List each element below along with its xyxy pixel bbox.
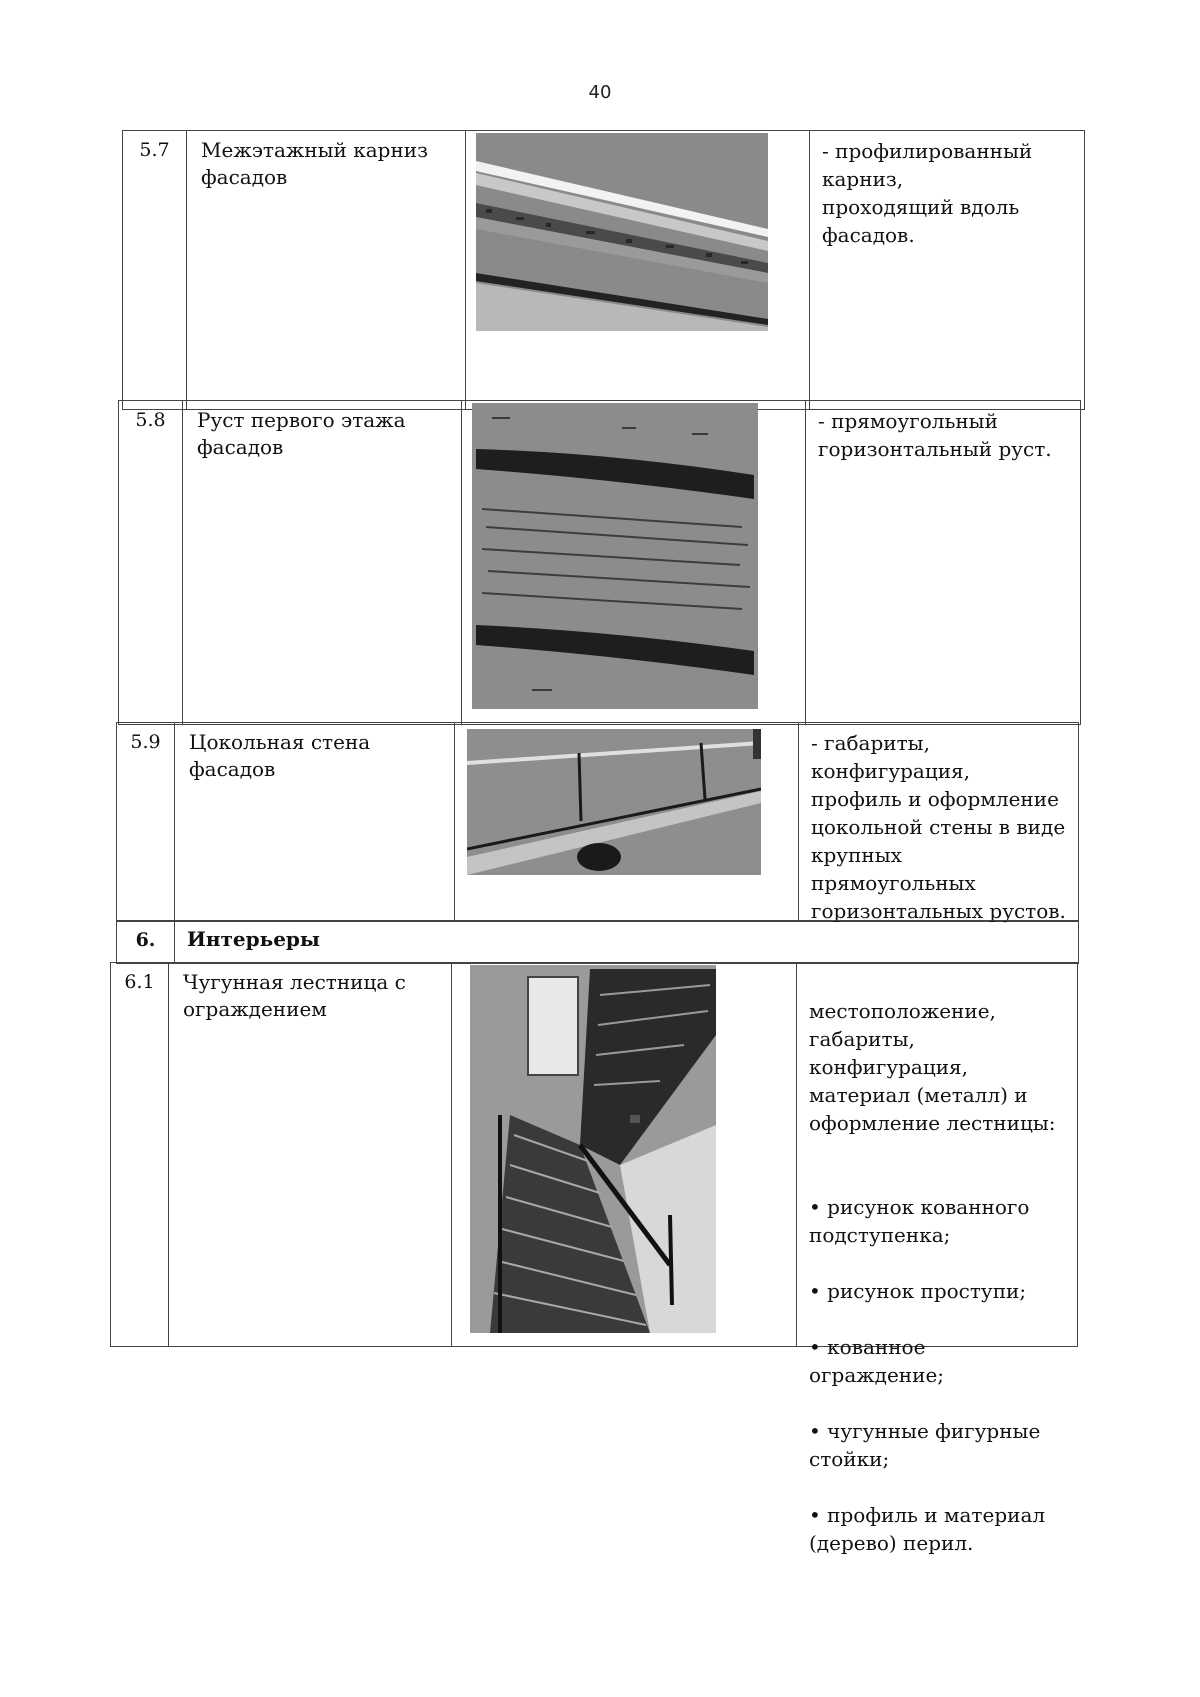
table-row-5-9 (116, 722, 1079, 922)
bullet-item: • рисунок кованного подступенка; (809, 1195, 1030, 1247)
element-description: - профилированный карниз, проходящий вдоль фасадов. (809, 131, 1084, 409)
table-row-5-7 (122, 130, 1085, 410)
table-row-5-8 (118, 400, 1081, 725)
section-title: Интерьеры (174, 921, 1078, 963)
row-number: 5.8 (135, 409, 166, 431)
row-number: 6.1 (124, 971, 155, 993)
element-name: Руст первого этажа фасадов (182, 401, 461, 724)
bullet-item: • чугунные фигурные стойки; (809, 1419, 1041, 1471)
photo-cell (454, 723, 798, 921)
bullet-item: • профиль и материал (дерево) перил. (809, 1503, 1046, 1555)
bullet-item: • рисунок проступи; (809, 1279, 1027, 1303)
description-bullets (809, 1165, 1067, 1585)
row-number: 5.7 (139, 139, 170, 161)
element-description (796, 963, 1077, 1555)
element-name: Цокольная стена фасадов (174, 723, 454, 921)
rustication-photo (472, 403, 758, 709)
table-row-6-1 (110, 962, 1078, 1555)
bullet-item: • кованное ограждение; (809, 1335, 945, 1387)
cornice-photo (476, 133, 768, 331)
photo-cell (465, 131, 809, 409)
row-number: 5.9 (130, 731, 161, 753)
element-description: - габариты, конфигурация, профиль и оформление цокольной стены в виде крупных прямоугольных горизонтальных рустов. (798, 723, 1078, 921)
plinth-wall-photo (467, 729, 761, 875)
section-number: 6. (135, 929, 156, 951)
section-header-row (116, 920, 1079, 964)
staircase-photo (470, 965, 716, 1333)
page-number: 40 (588, 82, 612, 103)
element-description: - прямоугольный горизонтальный руст. (805, 401, 1080, 724)
description-intro: местоположение, габариты, конфигурация, материал (металл) и оформление лестницы: (809, 999, 1056, 1135)
element-name: Чугунная лестница с ограждением (168, 963, 451, 1346)
element-name: Межэтажный карниз фасадов (186, 131, 465, 409)
photo-cell (451, 963, 796, 1346)
photo-cell (461, 401, 805, 724)
